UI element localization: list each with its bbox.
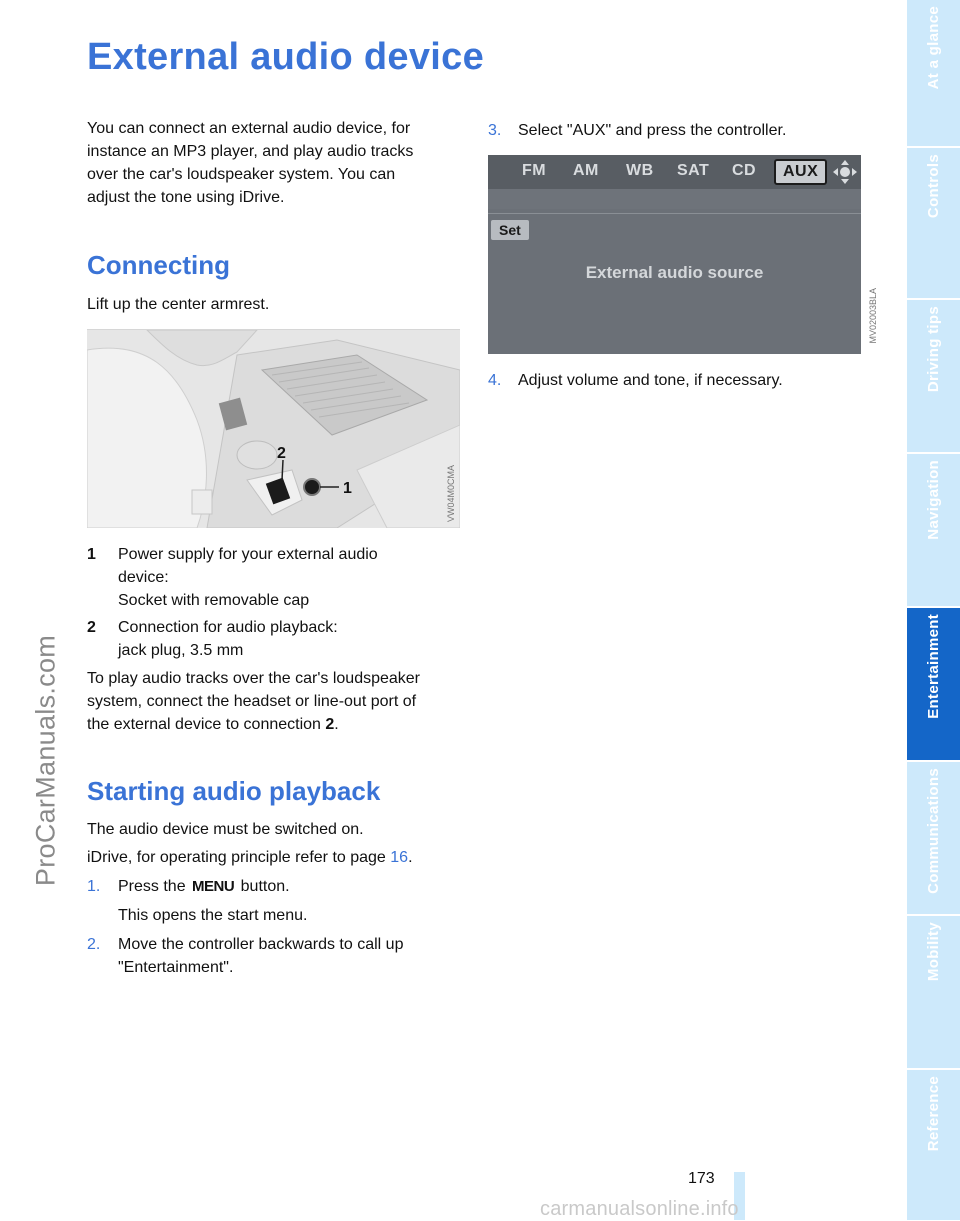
nav-tab-driving-tips[interactable] [907, 300, 960, 454]
page-link[interactable]: 16 [390, 849, 409, 866]
page-title: External audio device [87, 36, 485, 78]
step-text-pre: Press the [118, 878, 191, 895]
nav-label: Communications [925, 768, 942, 894]
step-line: "Entertainment". [118, 959, 234, 976]
nav-tab-reference[interactable] [907, 1070, 960, 1220]
item-line: device: [118, 569, 169, 586]
switched-on-text: The audio device must be switched on. [87, 821, 364, 838]
intro-line: over the car's loudspeaker system. You can [87, 166, 396, 183]
starting-heading: Starting audio playback [87, 776, 381, 806]
nav-tab-entertainment[interactable] [907, 608, 960, 762]
tab-cd[interactable]: CD [732, 162, 757, 179]
intro-line: You can connect an external audio device, for [87, 120, 411, 137]
tab-am[interactable]: AM [573, 162, 599, 179]
screen-code: MV02003BLA [868, 288, 878, 344]
side-watermark [26, 0, 66, 1220]
para-line: To play audio tracks over the car's loudspeaker [87, 670, 421, 687]
ref-end: . [408, 849, 413, 866]
para-end: . [334, 716, 339, 733]
idrive-screen [488, 155, 861, 354]
nav-tab-at-a-glance[interactable] [907, 0, 960, 148]
nav-label: Controls [925, 154, 942, 219]
menu-button-icon: MENU [192, 878, 235, 895]
nav-label: Driving tips [925, 306, 942, 393]
item-description [118, 543, 378, 612]
para-text: the external device to connection [87, 716, 326, 733]
armrest-photo [87, 329, 460, 528]
tab-aux[interactable]: AUX [774, 159, 827, 185]
nav-label: At a glance [925, 6, 942, 90]
nav-tab-communications[interactable] [907, 762, 960, 916]
section-nav [907, 0, 960, 1220]
nav-label: Entertainment [925, 614, 942, 719]
step-text: Adjust volume and tone, if necessary. [518, 372, 783, 389]
intro-line: adjust the tone using iDrive. [87, 189, 285, 206]
para-line: system, connect the headset or line-out port of [87, 693, 417, 710]
set-button[interactable]: Set [491, 220, 529, 240]
step-number: 3. [488, 122, 502, 139]
nav-label: Mobility [925, 922, 942, 982]
tab-fm[interactable]: FM [522, 162, 547, 179]
step-number: 4. [488, 372, 502, 389]
nav-tab-mobility[interactable] [907, 916, 960, 1070]
nav-label: Reference [925, 1076, 942, 1152]
step-text-post: button. [236, 878, 290, 895]
connecting-heading: Connecting [87, 250, 230, 280]
tab-wb[interactable]: WB [626, 162, 654, 179]
step-text [118, 933, 403, 979]
step-subtext: This opens the start menu. [118, 907, 308, 924]
step-number: 2. [87, 936, 101, 953]
ref-text: iDrive, for operating principle refer to page [87, 849, 391, 866]
photo-code: VW04M0CMA [446, 464, 456, 522]
screen-band [488, 189, 861, 209]
step-text [118, 875, 290, 898]
item-description [118, 616, 338, 662]
callout-1: 1 [343, 480, 352, 497]
screen-divider [488, 213, 861, 214]
item-line: Connection for audio playback: [118, 619, 338, 636]
step-text: Select "AUX" and press the controller. [518, 122, 787, 139]
item-number: 1 [87, 546, 96, 563]
connection-ref: 2 [325, 716, 335, 733]
armrest-illustration [87, 330, 460, 528]
item-line: Power supply for your external audio [118, 546, 378, 563]
screen-message: External audio source [585, 263, 764, 282]
intro-line: instance an MP3 player, and play audio tracks [87, 143, 414, 160]
callout-2: 2 [277, 445, 286, 462]
para-line [87, 713, 420, 736]
lift-armrest-text: Lift up the center armrest. [87, 296, 270, 313]
nav-tab-controls[interactable] [907, 148, 960, 300]
intro-paragraph [87, 117, 413, 209]
page-number: 173 [688, 1170, 715, 1187]
step-number: 1. [87, 878, 101, 895]
connection-paragraph [87, 667, 420, 736]
nav-tab-navigation[interactable] [907, 454, 960, 608]
footer-watermark: carmanualsonline.info [540, 1198, 739, 1220]
controller-direction-icon [832, 159, 858, 185]
tab-sat[interactable]: SAT [677, 162, 710, 179]
item-line: jack plug, 3.5 mm [118, 642, 244, 659]
item-line: Socket with removable cap [118, 592, 310, 609]
idrive-reference-text [87, 846, 413, 869]
nav-label: Navigation [925, 460, 942, 540]
screen-tab-bar [488, 155, 861, 189]
step-line: Move the controller backwards to call up [118, 936, 404, 953]
item-number: 2 [87, 619, 96, 636]
side-watermark-text: ProCarManuals.com [30, 634, 61, 887]
